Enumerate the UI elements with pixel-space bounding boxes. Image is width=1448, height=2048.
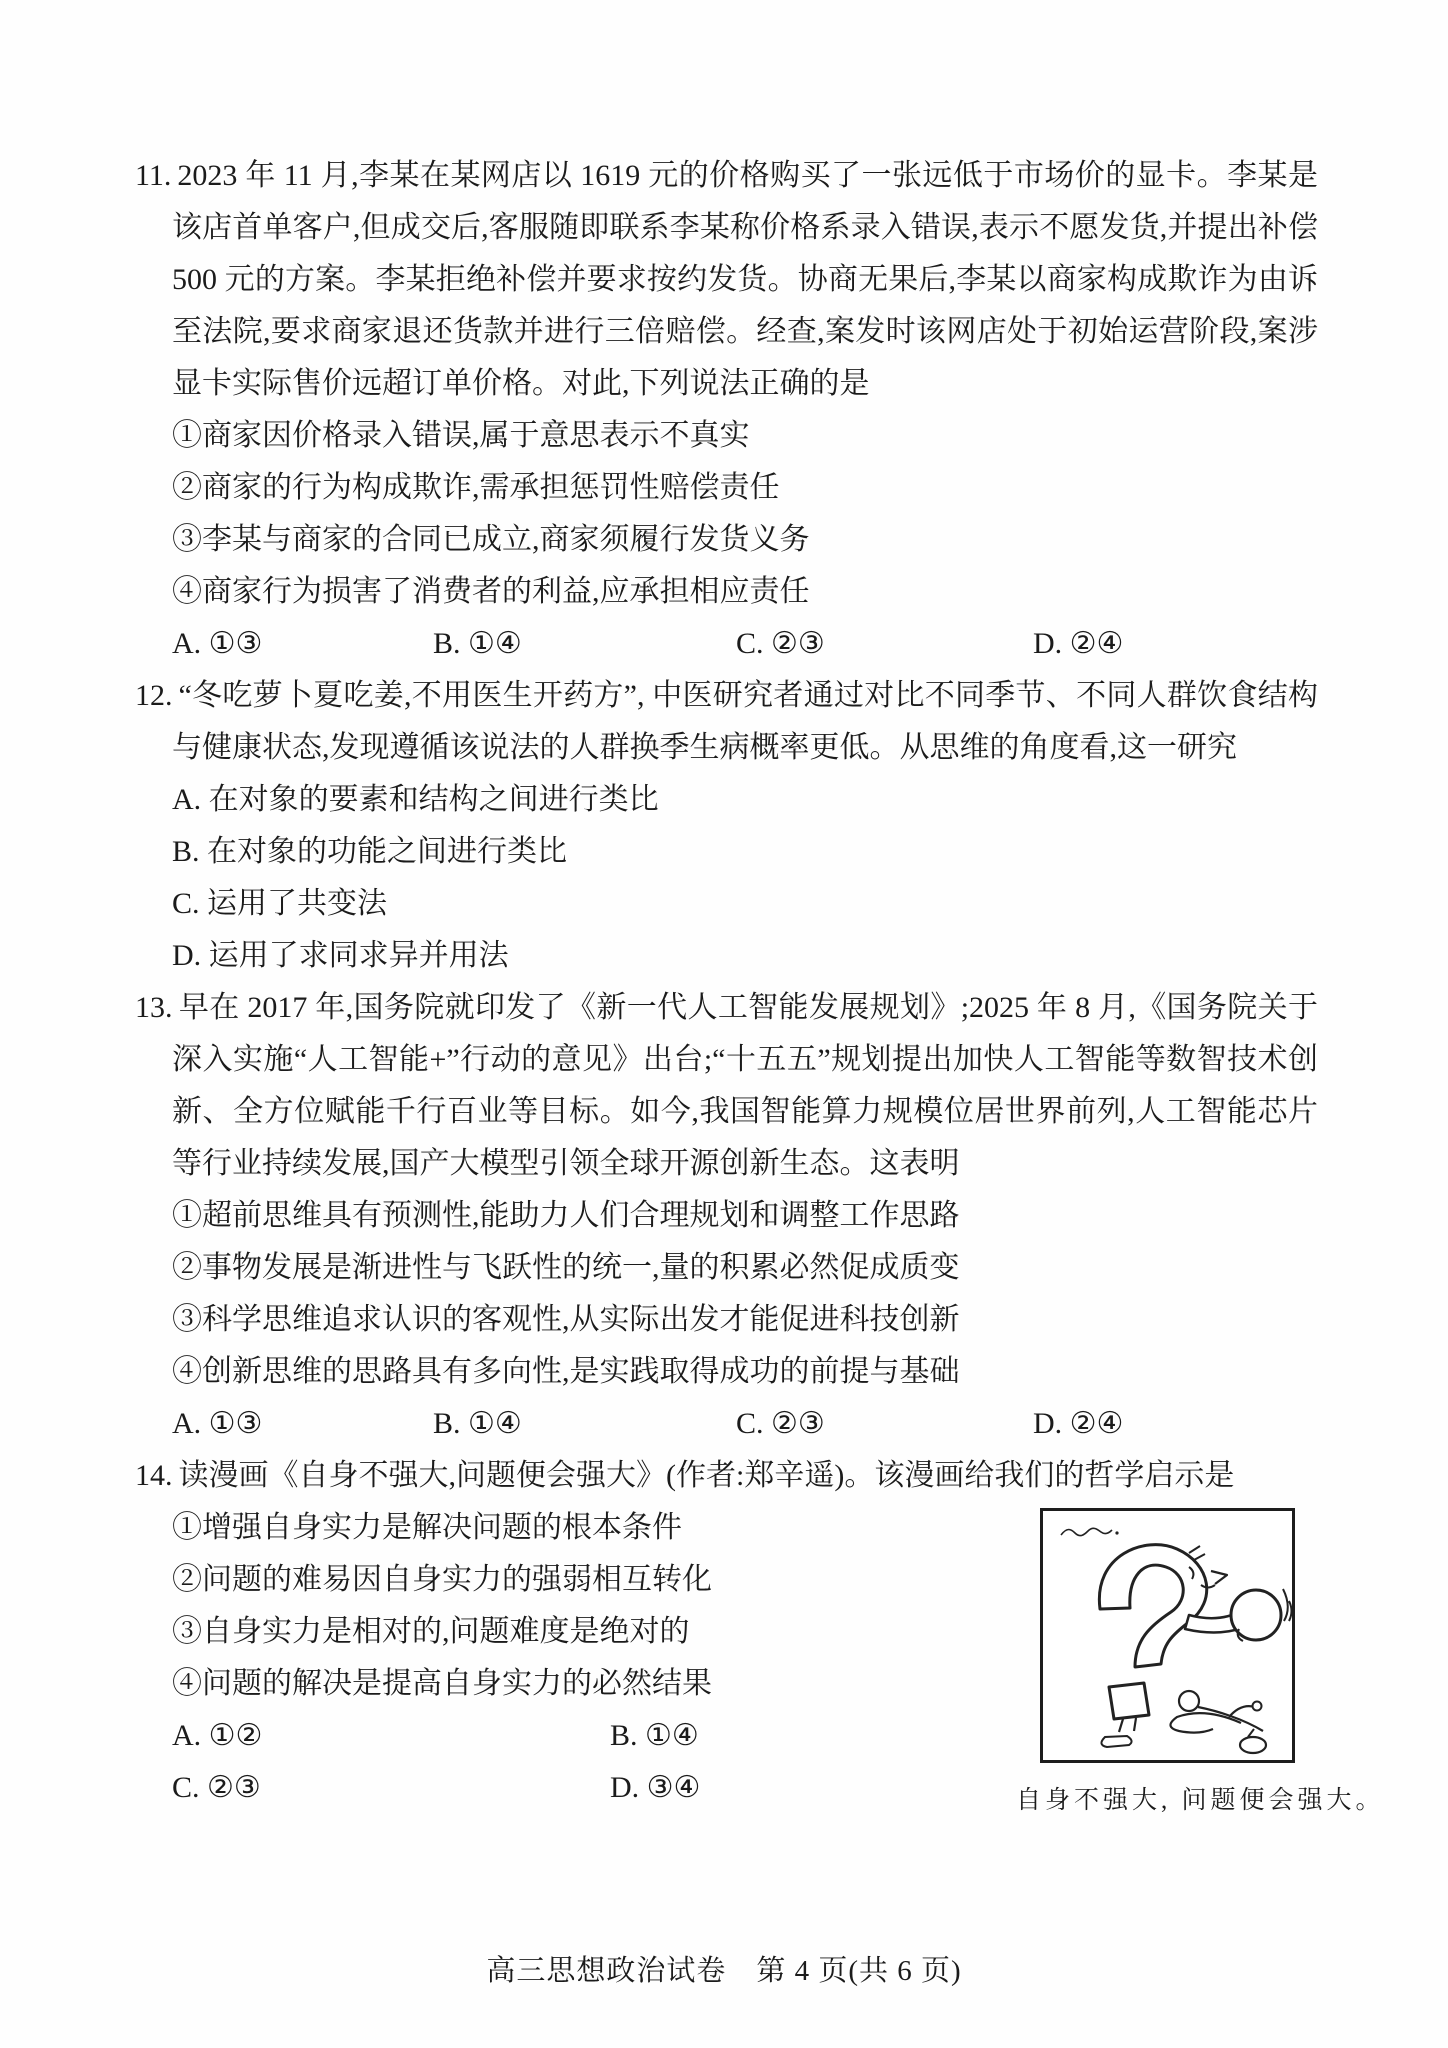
question-11-item-1: ①商家因价格录入错误,属于意思表示不真实 — [172, 419, 750, 452]
question-13-item-1: ①超前思维具有预测性,能助力人们合理规划和调整工作思路 — [172, 1199, 960, 1232]
question-13-stem-text: 早在 2017 年,国务院就印发了《新一代人工智能发展规划》;2025 年 8 月,《国务院关于深入实施“人工智能+”行动的意见》出台;“十五五”规划提出加快人工智能等数智技术创新、全方位赋能千行百业等目标。如今,我国智能算力规模位居世界前列,人工智能芯片等行业持续发展,国产大模型引领全球开源创新生态。这表明 — [172, 991, 1318, 1180]
question-14-option-c: C. ②③ — [172, 1771, 261, 1804]
motion-lines — [1283, 1589, 1292, 1621]
page-footer: 高三思想政治试卷 第 4 页(共 6 页) — [486, 1955, 962, 1987]
question-13-option-b: B. ①④ — [433, 1407, 522, 1440]
question-12-option-d: D. 运用了求同求异并用法 — [172, 939, 509, 972]
question-12-option-b: B. 在对象的功能之间进行类比 — [172, 835, 568, 868]
question-14-stem-text: 读漫画《自身不强大,问题便会强大》(作者:郑辛遥)。该漫画给我们的哲学启示是 — [178, 1459, 1235, 1492]
question-13-options — [135, 1398, 1318, 1450]
question-11-option-c: C. ②③ — [736, 627, 825, 660]
question-14-stem — [135, 1450, 1318, 1502]
question-14-item-2: ②问题的难易因自身实力的强弱相互转化 — [172, 1563, 712, 1596]
question-11-option-b: B. ①④ — [433, 627, 522, 660]
question-13-stem — [135, 982, 1318, 1190]
question-12-stem-text: “冬吃萝卜夏吃姜,不用医生开药方”, 中医研究者通过对比不同季节、不同人群饮食结构与健康状态,发现遵循该说法的人群换季生病概率更低。从思维的角度看,这一研究 — [172, 679, 1318, 764]
question-11-item-4: ④商家行为损害了消费者的利益,应承担相应责任 — [172, 575, 810, 608]
shoe — [1101, 1736, 1131, 1747]
cartoon — [1016, 1508, 1385, 1827]
question-13-item-3: ③科学思维追求认识的客观性,从实际出发才能促进科技创新 — [172, 1303, 960, 1336]
question-11 — [135, 150, 1318, 670]
question-11-option-a: A. ①③ — [172, 627, 263, 660]
question-13-number: 13. — [135, 991, 173, 1024]
person-boot — [1240, 1737, 1266, 1753]
question-13-option-c: C. ②③ — [736, 1407, 825, 1440]
question-11-stem — [135, 150, 1318, 410]
question-12-option-c: C. 运用了共变法 — [172, 887, 388, 920]
question-14-options-row-1 — [135, 1710, 998, 1762]
question-14-item-1: ①增强自身实力是解决问题的根本条件 — [172, 1511, 682, 1544]
question-11-number: 11. — [135, 159, 172, 192]
question-11-item-2: ②商家的行为构成欺诈,需承担惩罚性赔偿责任 — [172, 471, 780, 504]
question-13-option-d: D. ②④ — [1033, 1407, 1124, 1440]
question-13-item-4: ④创新思维的思路具有多向性,是实践取得成功的前提与基础 — [172, 1355, 960, 1388]
question-12-stem — [135, 670, 1318, 774]
question-14-option-a: A. ①② — [172, 1719, 263, 1752]
signature-squiggle — [1061, 1528, 1119, 1535]
cartoon-illustration — [1040, 1508, 1295, 1763]
question-mark-cartoon-svg — [1043, 1511, 1292, 1760]
question-mark-dot — [1109, 1683, 1149, 1719]
question-mark-figure — [1099, 1545, 1291, 1747]
question-11-stem-text: 2023 年 11 月,李某在某网店以 1619 元的价格购买了一张远低于市场价的显卡。李某是该店首单客户,但成交后,客服随即联系李某称价格系录入错误,表示不愿发货,并提出补偿 500 元的方案。李某拒绝补偿并要求按约发货。协商无果后,李某以商家构成欺诈为由诉至法院,要求商家退还货款并进行三倍赔偿。经查,案发时该网店处于初始运营阶段,案涉显卡实际售价远超订单价格。对此,下列说法正确的是 — [172, 159, 1318, 400]
question-14-option-b: B. ①④ — [610, 1719, 699, 1752]
lying-person — [1170, 1691, 1266, 1753]
question-14-option-d: D. ③④ — [610, 1771, 701, 1804]
question-14-item-3: ③自身实力是相对的,问题难度是绝对的 — [172, 1615, 690, 1648]
question-11-item-3: ③李某与商家的合同已成立,商家须履行发货义务 — [172, 523, 810, 556]
cartoon-caption: 自身不强大, 问题便会强大。 — [1016, 1787, 1385, 1814]
question-13-item-2: ②事物发展是渐进性与飞跃性的统一,量的积累必然促成质变 — [172, 1251, 960, 1284]
question-14-number: 14. — [135, 1459, 173, 1492]
person-head — [1179, 1691, 1199, 1711]
question-12-number: 12. — [135, 679, 173, 712]
question-14 — [135, 1450, 1385, 1814]
question-13 — [135, 982, 1318, 1450]
face-nose — [1211, 1571, 1227, 1584]
question-14-options-row-2 — [135, 1762, 998, 1814]
question-12-option-a: A. 在对象的要素和结构之间进行类比 — [172, 783, 659, 816]
question-14-item-4: ④问题的解决是提高自身实力的必然结果 — [172, 1667, 712, 1700]
question-13-option-a: A. ①③ — [172, 1407, 263, 1440]
question-11-options — [135, 618, 1318, 670]
question-11-option-d: D. ②④ — [1033, 627, 1124, 660]
person-arm — [1229, 1706, 1255, 1717]
question-12 — [135, 670, 1318, 982]
